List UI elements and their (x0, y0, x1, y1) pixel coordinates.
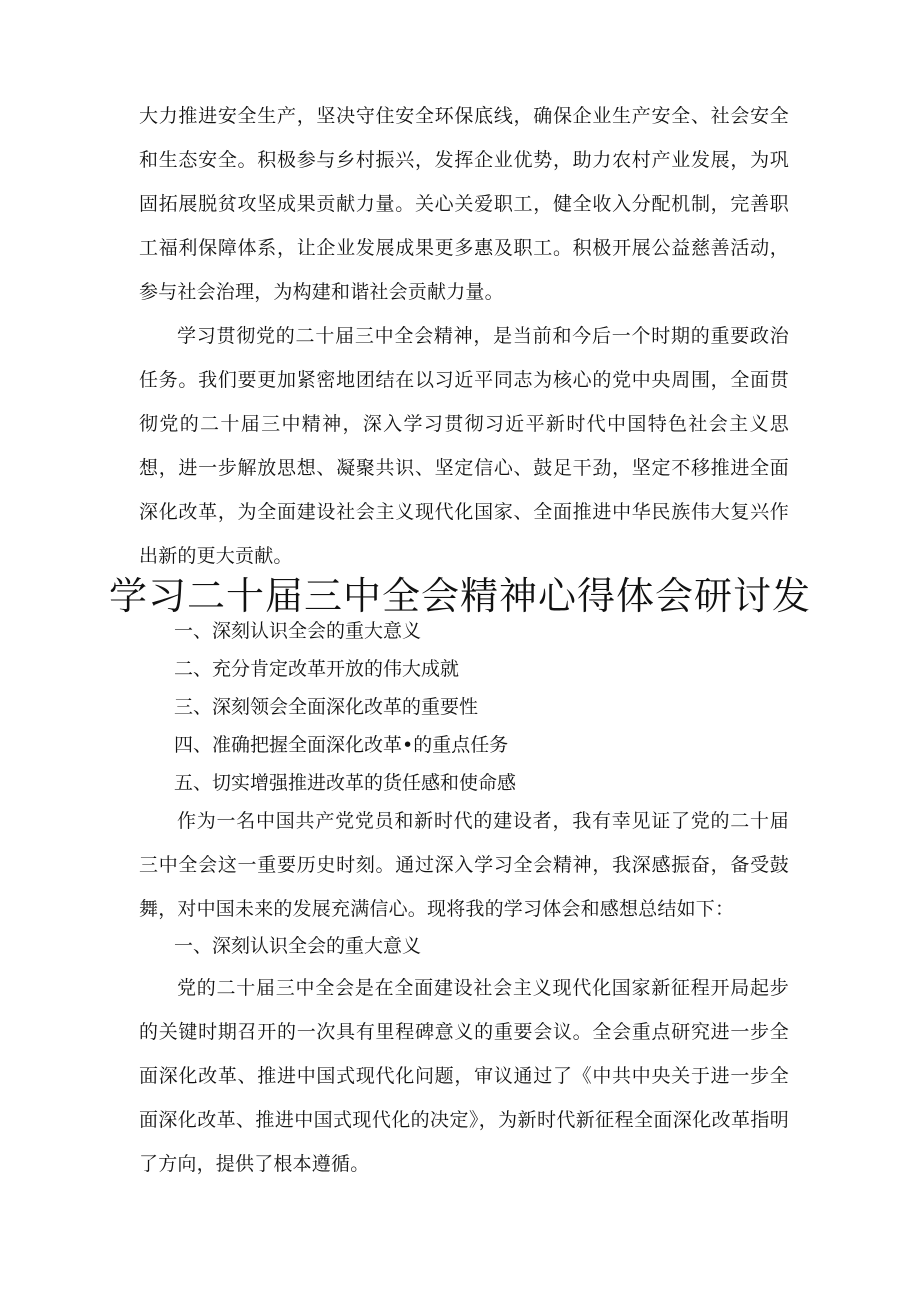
body-paragraph: 大力推进安全生产，坚决守住安全环保底线，确保企业生产安全、社会安全和生态安全。积极参与乡村振兴，发挥企业优势，助力农村产业发展，为巩固拓展脱贫攻坚成果贡献力量。关心关爱职工，健全收入分配机制，完善职工福利保障体系，让企业发展成果更多惠及职工。积极开展公益慈善活动，参与社会治理，为构建和谐社会贡献力量。 (139, 105, 789, 303)
outline-item-2: 二、充分肯定改革开放的伟大成就 (174, 658, 460, 680)
paragraph-block-2 (139, 314, 789, 578)
paragraph-block-3 (139, 799, 789, 931)
outline-item-5: 五、切实增强推进改革的货任感和使命感 (174, 772, 517, 794)
section-heading: 一、深刻认识全会的重大意义 (174, 935, 422, 957)
outline-item-3: 三、深刻领会全面深化改革的重要性 (174, 696, 479, 718)
outline-item-1: 一、深刻认识全会的重大意义 (174, 620, 422, 642)
document-title: 学习二十届三中全会精神心得体会研讨发 (108, 574, 811, 618)
body-paragraph: 党的二十届三中全会是在全面建设社会主义现代化国家新征程开局起步的关键时期召开的一次具有里程碑意义的重要会议。全会重点研究进一步全面深化改革、推进中国式现代化问题，审议通过了《中共中央关于进一步全面深化改革、推进中国式现代化的决定》，为新时代新征程全面深化改革指明了方向，提供了根本遵循。 (139, 977, 789, 1175)
outline-item-4: 四、准确把握全面深化改革•的重点任务 (174, 734, 509, 756)
body-paragraph: 作为一名中国共产党党员和新时代的建设者，我有幸见证了党的二十届三中全会这一重要历史时刻。通过深入学习全会精神，我深感振奋，备受鼓舞，对中国未来的发展充满信心。现将我的学习体会和感想总结如下： (139, 810, 789, 920)
body-paragraph: 学习贯彻党的二十届三中全会精神，是当前和今后一个时期的重要政治任务。我们要更加紧密地团结在以习近平同志为核心的党中央周围，全面贯彻党的二十届三中精神，深入学习贯彻习近平新时代中国特色社会主义思想，进一步解放思想、凝聚共识、坚定信心、鼓足干劲，坚定不移推进全面深化改革，为全面建设社会主义现代化国家、全面推进中华民族伟大复兴作出新的更大贡献。 (139, 325, 789, 567)
paragraph-block-4 (139, 966, 789, 1186)
paragraph-block-1 (139, 94, 789, 314)
